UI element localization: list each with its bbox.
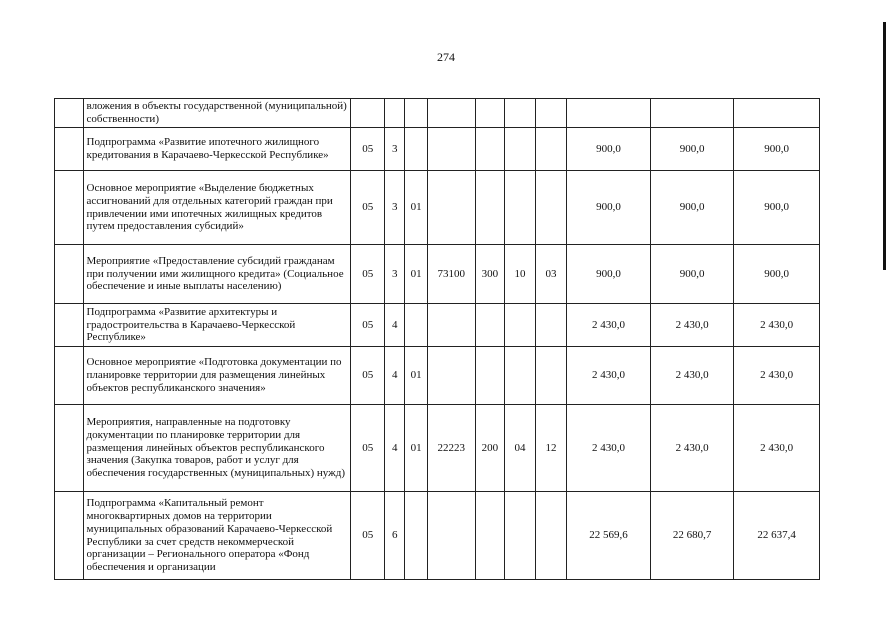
code-cell [475, 347, 505, 405]
code-cell [535, 304, 567, 347]
table-row [55, 405, 820, 492]
item-name: Подпрограмма «Развитие ипотечного жилищного кредитования в Карачаево-Черкесской Республике» [83, 128, 351, 171]
item-name: Подпрограмма «Развитие архитектуры и градостроительства в Карачаево-Черкесской Республике» [83, 304, 351, 347]
amount-cell: 900,0 [734, 245, 820, 304]
index-cell [55, 492, 84, 580]
item-name: вложения в объекты государственной (муниципальной) собственности) [83, 99, 351, 128]
code-cell [405, 492, 427, 580]
code-cell: 05 [351, 245, 385, 304]
amount-cell [734, 99, 820, 128]
code-cell [475, 99, 505, 128]
item-name: Подпрограмма «Капитальный ремонт многоквартирных домов на территории муниципальных образований Карачаево-Черкесской Республики за счет средств некоммерческой организации – Регионального оператора «Фонд обеспечения и организации [83, 492, 351, 580]
code-cell [505, 492, 536, 580]
amount-cell: 900,0 [650, 171, 734, 245]
scan-edge-line [883, 22, 886, 270]
code-cell [405, 304, 427, 347]
amount-cell [650, 99, 734, 128]
table-row [55, 492, 820, 580]
code-cell: 04 [505, 405, 536, 492]
code-cell: 05 [351, 128, 385, 171]
amount-cell: 900,0 [734, 171, 820, 245]
amount-cell: 900,0 [734, 128, 820, 171]
code-cell [427, 171, 475, 245]
code-cell: 01 [405, 171, 427, 245]
amount-cell: 2 430,0 [650, 347, 734, 405]
code-cell [535, 492, 567, 580]
code-cell [427, 492, 475, 580]
code-cell [427, 347, 475, 405]
code-cell [505, 128, 536, 171]
code-cell [475, 492, 505, 580]
code-cell [427, 304, 475, 347]
budget-table [54, 98, 820, 580]
table-row [55, 347, 820, 405]
code-cell: 3 [385, 171, 405, 245]
code-cell: 05 [351, 347, 385, 405]
code-cell [351, 99, 385, 128]
code-cell [385, 99, 405, 128]
code-cell: 05 [351, 171, 385, 245]
code-cell: 200 [475, 405, 505, 492]
code-cell: 4 [385, 347, 405, 405]
code-cell [535, 128, 567, 171]
amount-cell: 2 430,0 [734, 347, 820, 405]
amount-cell: 22 569,6 [567, 492, 651, 580]
amount-cell: 22 637,4 [734, 492, 820, 580]
code-cell [505, 171, 536, 245]
table-row [55, 99, 820, 128]
code-cell [405, 99, 427, 128]
code-cell: 73100 [427, 245, 475, 304]
amount-cell: 900,0 [650, 245, 734, 304]
code-cell: 12 [535, 405, 567, 492]
code-cell: 01 [405, 347, 427, 405]
amount-cell [567, 99, 651, 128]
amount-cell: 2 430,0 [567, 304, 651, 347]
amount-cell: 2 430,0 [567, 347, 651, 405]
amount-cell: 900,0 [650, 128, 734, 171]
index-cell [55, 99, 84, 128]
code-cell [475, 304, 505, 347]
table-row [55, 245, 820, 304]
code-cell: 3 [385, 128, 405, 171]
item-name: Мероприятие «Предоставление субсидий гражданам при получении ими жилищного кредита» (Социальное обеспечение и иные выплаты населению) [83, 245, 351, 304]
code-cell [505, 347, 536, 405]
code-cell: 4 [385, 405, 405, 492]
code-cell [475, 171, 505, 245]
amount-cell: 2 430,0 [567, 405, 651, 492]
table-row [55, 128, 820, 171]
code-cell: 10 [505, 245, 536, 304]
item-name: Основное мероприятие «Подготовка документации по планировке территории для размещения линейных объектов республиканского значения» [83, 347, 351, 405]
item-name: Основное мероприятие «Выделение бюджетных ассигнований для отдельных категорий граждан при привлечении ими ипотечных жилищных кредитов путем предоставления субсидий» [83, 171, 351, 245]
table-row [55, 304, 820, 347]
code-cell [505, 304, 536, 347]
code-cell: 01 [405, 405, 427, 492]
code-cell: 05 [351, 492, 385, 580]
code-cell: 6 [385, 492, 405, 580]
code-cell: 03 [535, 245, 567, 304]
code-cell [427, 99, 475, 128]
code-cell: 4 [385, 304, 405, 347]
amount-cell: 900,0 [567, 128, 651, 171]
page-number: 274 [437, 50, 455, 64]
code-cell: 22223 [427, 405, 475, 492]
table-row [55, 171, 820, 245]
index-cell [55, 304, 84, 347]
code-cell [427, 128, 475, 171]
code-cell [505, 99, 536, 128]
code-cell [535, 347, 567, 405]
code-cell: 05 [351, 405, 385, 492]
code-cell: 05 [351, 304, 385, 347]
index-cell [55, 171, 84, 245]
amount-cell: 22 680,7 [650, 492, 734, 580]
amount-cell: 2 430,0 [650, 405, 734, 492]
amount-cell: 900,0 [567, 245, 651, 304]
index-cell [55, 245, 84, 304]
amount-cell: 2 430,0 [734, 304, 820, 347]
item-name: Мероприятия, направленные на подготовку документации по планировке территории для размещения линейных объектов республиканского значения (Закупка товаров, работ и услуг для обеспечения государственных (муниципальных) нужд) [83, 405, 351, 492]
code-cell [535, 99, 567, 128]
amount-cell: 2 430,0 [734, 405, 820, 492]
code-cell: 300 [475, 245, 505, 304]
code-cell: 3 [385, 245, 405, 304]
amount-cell: 900,0 [567, 171, 651, 245]
code-cell [475, 128, 505, 171]
index-cell [55, 405, 84, 492]
index-cell [55, 128, 84, 171]
code-cell [405, 128, 427, 171]
amount-cell: 2 430,0 [650, 304, 734, 347]
code-cell [535, 171, 567, 245]
code-cell: 01 [405, 245, 427, 304]
index-cell [55, 347, 84, 405]
